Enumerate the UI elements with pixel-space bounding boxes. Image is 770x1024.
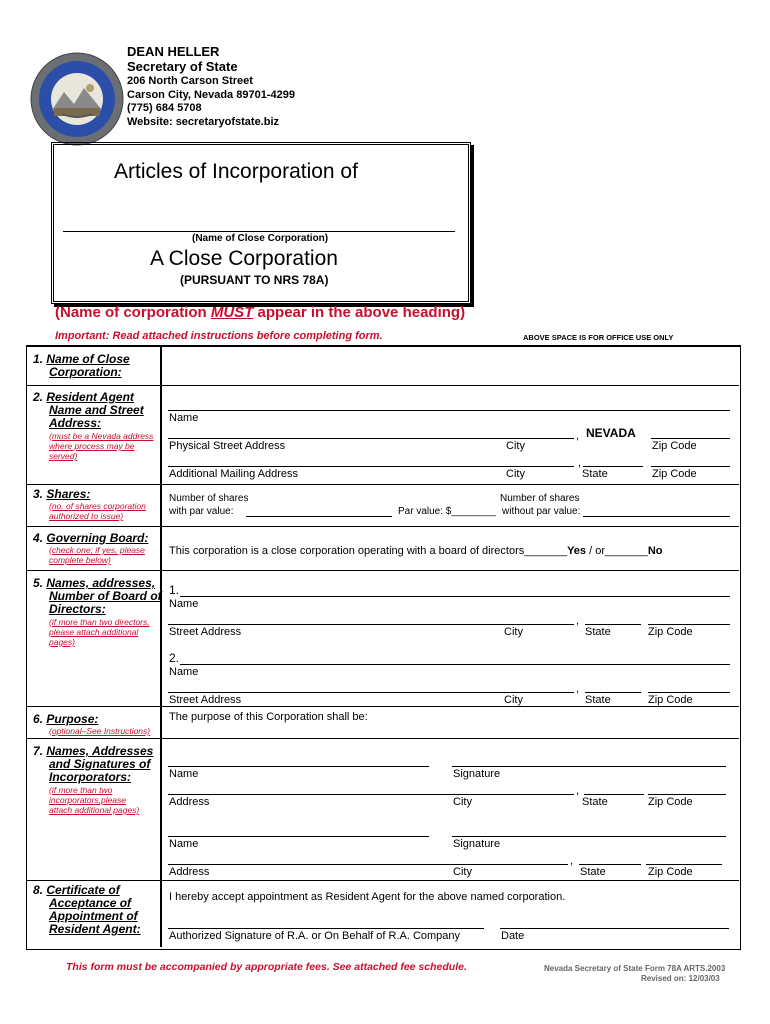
city-label: City bbox=[504, 694, 523, 706]
agent-street-field[interactable] bbox=[168, 438, 574, 439]
address-label: Address bbox=[169, 796, 210, 808]
form-id: Nevada Secretary of State Form 78A ARTS.2003 bbox=[544, 964, 726, 973]
name-caption: (Name of Close Corporation) bbox=[192, 233, 329, 244]
section-2-label bbox=[33, 391, 144, 430]
zip-label: Zip Code bbox=[652, 440, 697, 452]
incorporator-2-zip-field[interactable] bbox=[646, 864, 722, 865]
city-label: City bbox=[506, 468, 525, 480]
mailing-address-label: Additional Mailing Address bbox=[169, 468, 299, 480]
incorporator-1-name-field[interactable] bbox=[168, 766, 429, 767]
section-8-label-a: Certificate of bbox=[46, 883, 120, 897]
notice-part2: appear in the above heading) bbox=[253, 304, 466, 321]
section-5-label bbox=[33, 577, 162, 616]
incorporator-2-name-field[interactable] bbox=[168, 836, 429, 837]
section-1-number: 1. bbox=[33, 352, 44, 366]
director-2-number: 2. bbox=[169, 651, 180, 665]
board-no-option[interactable]: No bbox=[647, 545, 663, 557]
zip-label: Zip Code bbox=[648, 866, 693, 878]
section-3-label-text: Shares: bbox=[46, 487, 91, 501]
section-1-label bbox=[33, 353, 130, 379]
section-2-number: 2. bbox=[33, 390, 44, 404]
section-5-label-b: Number of Board of bbox=[49, 589, 162, 603]
incorporator-2-address-field[interactable] bbox=[168, 864, 568, 865]
board-text: This corporation is a close corporation operating with a board of directors_______ bbox=[169, 545, 568, 557]
street-label: Street Address bbox=[169, 626, 242, 638]
state-label: State bbox=[582, 468, 608, 480]
comma: , bbox=[576, 430, 580, 442]
section-6-note: (optional–See Instructions) bbox=[49, 726, 151, 736]
form-subheading: A Close Corporation bbox=[150, 247, 338, 270]
mailing-address-field[interactable] bbox=[168, 466, 574, 467]
section-5-note-a: (if more than two directors, bbox=[49, 617, 150, 627]
revised-date: Revised on: 12/03/03 bbox=[641, 974, 720, 983]
board-or-text: / or_______ bbox=[586, 545, 648, 557]
section-7-note-a: (if more than two bbox=[49, 785, 113, 795]
agent-name-label: Name bbox=[169, 412, 199, 424]
state-label: State bbox=[585, 626, 611, 638]
section-2-label-b: Name and Street bbox=[49, 403, 144, 417]
date-label: Date bbox=[501, 930, 525, 942]
city-label: City bbox=[453, 796, 472, 808]
nevada-label: NEVADA bbox=[586, 426, 636, 440]
name-label: Name bbox=[169, 768, 199, 780]
acceptance-text: I hereby accept appointment as Resident Agent for the above named corporation. bbox=[169, 891, 566, 903]
incorporator-2-state-field[interactable] bbox=[579, 864, 641, 865]
secretary-title: Secretary of State bbox=[127, 59, 238, 74]
section-2-label-c: Address: bbox=[49, 416, 102, 430]
section-2-note-a: (must be a Nevada address bbox=[49, 431, 154, 441]
mailing-zip-field[interactable] bbox=[651, 466, 730, 467]
section-5-number: 5. bbox=[33, 576, 44, 590]
section-4-label bbox=[33, 532, 148, 545]
board-statement bbox=[169, 545, 662, 557]
zip-label: Zip Code bbox=[648, 796, 693, 808]
mailing-state-field[interactable] bbox=[583, 466, 643, 467]
section-5-note-b: please attach additional bbox=[49, 627, 139, 637]
comma: , bbox=[576, 683, 580, 695]
director-2-street-field[interactable] bbox=[168, 692, 574, 693]
section-8-number: 8. bbox=[33, 883, 44, 897]
office-use-text: ABOVE SPACE IS FOR OFFICE USE ONLY bbox=[523, 333, 674, 342]
section-8-label-d: Resident Agent: bbox=[49, 922, 141, 936]
par-value-label: with par value: bbox=[169, 506, 234, 517]
website: Website: secretaryofstate.biz bbox=[127, 115, 280, 128]
section-3-number: 3. bbox=[33, 487, 44, 501]
section-5-note-c: pages) bbox=[49, 637, 75, 647]
no-par-value-label: without par value: bbox=[502, 506, 581, 517]
board-yes-option[interactable]: Yes bbox=[567, 545, 587, 557]
section-3-note-b: authorized to issue) bbox=[49, 511, 124, 521]
pursuant-text: (PURSUANT TO NRS 78A) bbox=[180, 273, 329, 287]
state-seal bbox=[30, 52, 124, 146]
name-label: Name bbox=[169, 666, 199, 678]
agent-zip-field[interactable] bbox=[651, 438, 730, 439]
section-7-label-a: Names, Addresses bbox=[46, 744, 154, 758]
agent-signature-field[interactable] bbox=[168, 928, 484, 929]
section-1-label-a: Name of Close bbox=[46, 352, 130, 366]
notice-part1: (Name of corporation bbox=[55, 304, 211, 321]
physical-address-label: Physical Street Address bbox=[169, 440, 286, 452]
address-city: Carson City, Nevada 89701-4299 bbox=[127, 88, 295, 101]
city-label: City bbox=[453, 866, 472, 878]
section-1-label-b: Corporation: bbox=[49, 365, 122, 379]
state-label: State bbox=[580, 866, 606, 878]
comma: , bbox=[578, 457, 582, 469]
section-8-label-b: Acceptance of bbox=[49, 896, 132, 910]
notice-must: MUST bbox=[210, 304, 254, 321]
section-5-label-a: Names, addresses, bbox=[46, 576, 156, 590]
incorporator-1-zip-field[interactable] bbox=[648, 794, 726, 795]
signature-label: Signature bbox=[453, 768, 501, 780]
important-notice: Important: Read attached instructions before completing form. bbox=[55, 330, 383, 342]
section-3-note-a: (no. of shares corporation bbox=[49, 501, 146, 511]
director-1-state-field[interactable] bbox=[585, 624, 641, 625]
section-7-note-c: attach additional pages) bbox=[49, 805, 140, 815]
secretary-name: DEAN HELLER bbox=[127, 44, 220, 59]
street-label: Street Address bbox=[169, 694, 242, 706]
section-4-note-a: (check one; if yes, please bbox=[49, 545, 145, 555]
par-value-field[interactable]: Par value: $________ bbox=[398, 506, 496, 517]
section-6-label-text: Purpose: bbox=[46, 712, 99, 726]
section-7-label-c: Incorporators: bbox=[49, 770, 132, 784]
heading-notice bbox=[55, 304, 465, 321]
section-2-label-a: Resident Agent bbox=[46, 390, 134, 404]
section-6-label bbox=[33, 713, 98, 726]
section-6-number: 6. bbox=[33, 712, 44, 726]
director-2-name-field[interactable] bbox=[180, 664, 730, 665]
purpose-field[interactable] bbox=[400, 709, 736, 735]
phone-number: (775) 684 5708 bbox=[127, 102, 202, 114]
comma: , bbox=[576, 785, 580, 797]
incorporator-1-state-field[interactable] bbox=[584, 794, 644, 795]
name-label: Name bbox=[169, 838, 199, 850]
zip-label: Zip Code bbox=[648, 694, 693, 706]
director-1-street-field[interactable] bbox=[168, 624, 574, 625]
section-7-number: 7. bbox=[33, 744, 44, 758]
corporation-name-field[interactable] bbox=[162, 347, 738, 384]
section-5-label-c: Directors: bbox=[49, 602, 106, 616]
name-label: Name bbox=[169, 598, 199, 610]
zip-label: Zip Code bbox=[652, 468, 697, 480]
zip-label: Zip Code bbox=[648, 626, 693, 638]
section-4-note-b: complete below) bbox=[49, 555, 111, 565]
director-2-state-field[interactable] bbox=[585, 692, 641, 693]
date-field[interactable] bbox=[500, 928, 729, 929]
incorporator-1-signature-field[interactable] bbox=[452, 766, 726, 767]
section-2-note-b: where process may be bbox=[49, 441, 135, 451]
section-2-note-c: served) bbox=[49, 451, 78, 461]
comma: , bbox=[570, 855, 574, 867]
state-label: State bbox=[582, 796, 608, 808]
no-par-shares-label: Number of shares bbox=[500, 493, 580, 504]
section-4-number: 4. bbox=[33, 531, 44, 545]
agent-name-field[interactable] bbox=[168, 410, 730, 411]
section-7-note-b: incorporators,please bbox=[49, 795, 127, 805]
section-7-label bbox=[33, 745, 153, 784]
section-8-label bbox=[33, 884, 141, 936]
address-label: Address bbox=[169, 866, 210, 878]
section-7-label-b: and Signatures of bbox=[49, 757, 151, 771]
section-8-label-c: Appointment of bbox=[49, 909, 138, 923]
city-label: City bbox=[504, 626, 523, 638]
section-4-label-text: Governing Board: bbox=[46, 531, 149, 545]
director-1-name-field[interactable] bbox=[180, 596, 730, 597]
incorporator-2-signature-field[interactable] bbox=[452, 836, 726, 837]
fees-notice: This form must be accompanied by appropriate fees. See attached fee schedule. bbox=[66, 961, 467, 973]
city-label: City bbox=[506, 440, 525, 452]
purpose-label: The purpose of this Corporation shall be: bbox=[169, 711, 368, 723]
form-heading: Articles of Incorporation of bbox=[114, 160, 358, 183]
director-1-zip-field[interactable] bbox=[648, 624, 730, 625]
incorporator-1-address-field[interactable] bbox=[168, 794, 574, 795]
director-1-number: 1. bbox=[169, 583, 180, 597]
agent-signature-label: Authorized Signature of R.A. or On Behalf of R.A. Company bbox=[169, 930, 461, 942]
corporation-name-line bbox=[63, 231, 455, 232]
director-2-zip-field[interactable] bbox=[648, 692, 730, 693]
no-par-shares-field[interactable] bbox=[583, 516, 730, 517]
section-3-label bbox=[33, 488, 90, 501]
address-street: 206 North Carson Street bbox=[127, 75, 253, 87]
signature-label: Signature bbox=[453, 838, 501, 850]
par-shares-field[interactable] bbox=[246, 516, 392, 517]
comma: , bbox=[576, 615, 580, 627]
par-shares-label: Number of shares bbox=[169, 493, 249, 504]
state-label: State bbox=[585, 694, 611, 706]
